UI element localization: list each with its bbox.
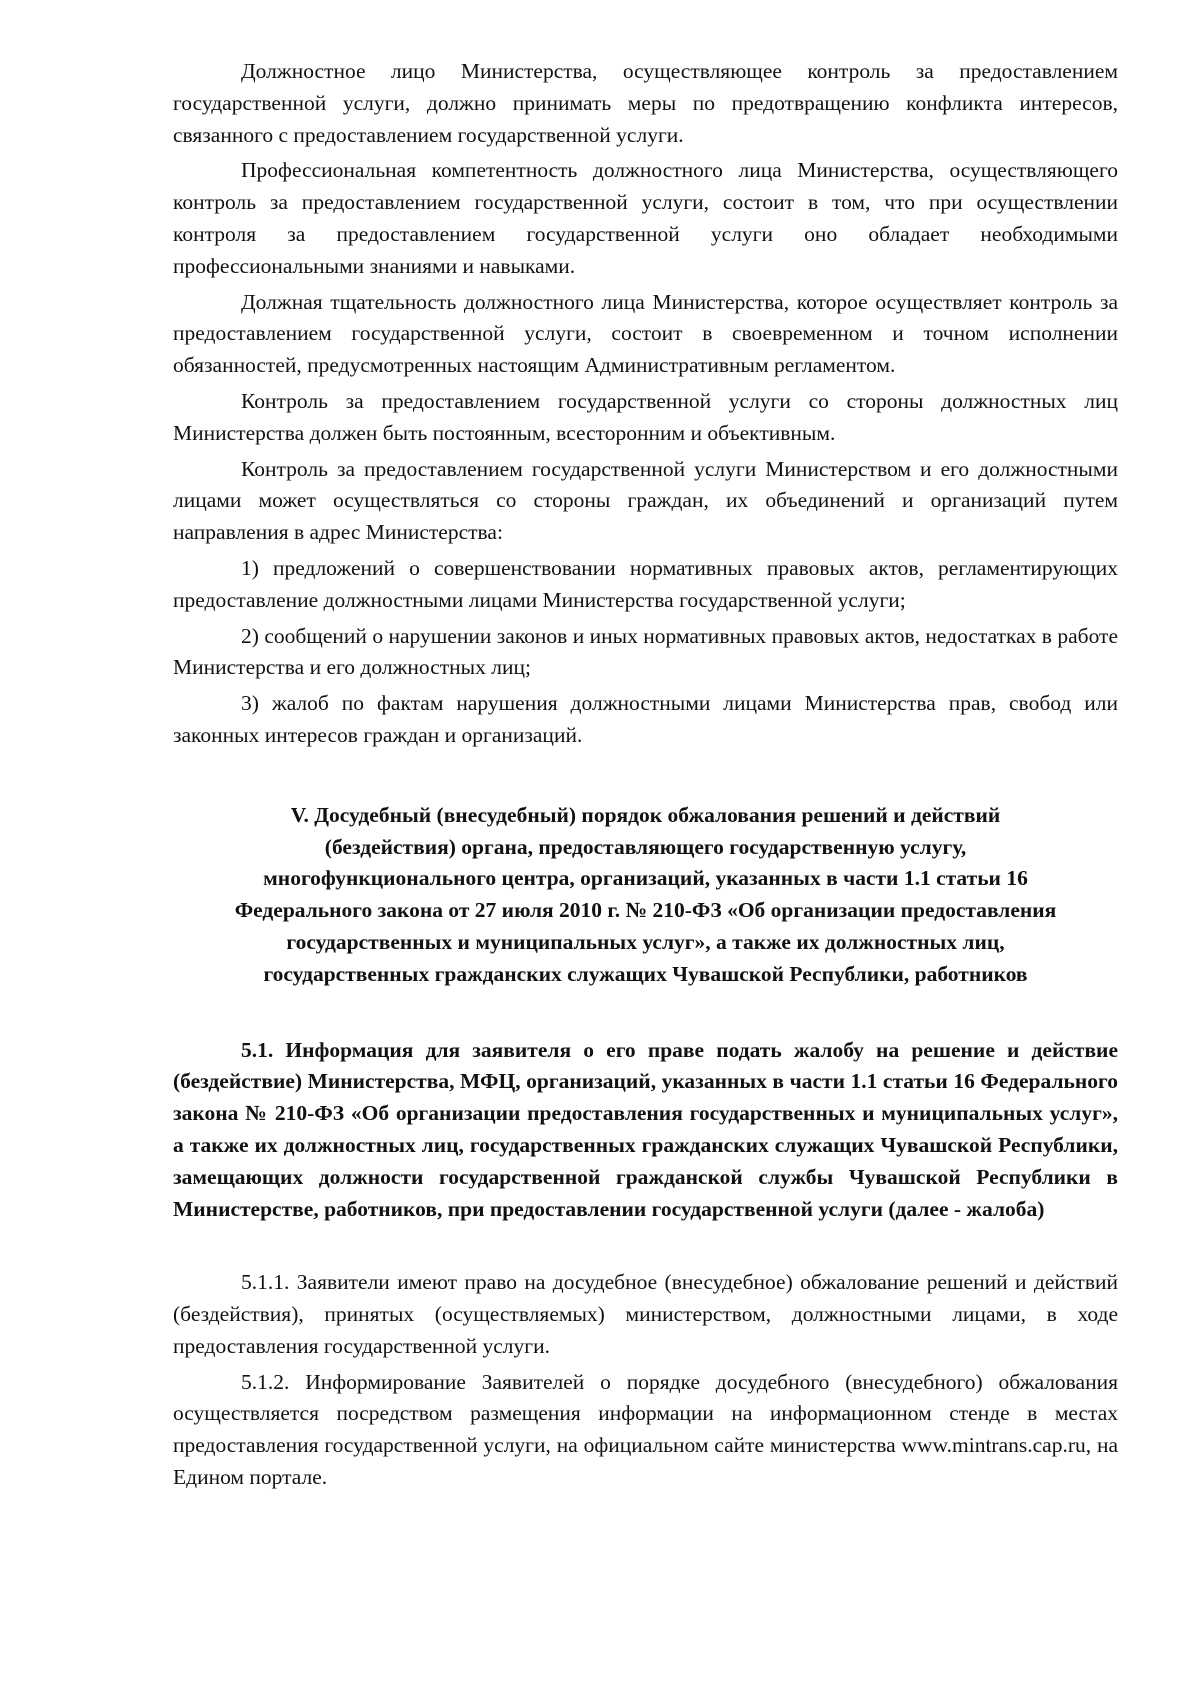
- paragraph-professional-competence: Профессиональная компетентность должностного лица Министерства, осуществляющего контроль за предоставлением государственной услуги, состоит в том, что при осуществлении контроля за предоставлением государственной услуги оно обладает необходимыми профессиональными знаниями и навыками.: [173, 158, 1118, 278]
- paragraph-conflict-of-interest: Должностное лицо Министерства, осуществляющее контроль за предоставлением государственной услуги, должно принимать меры по предотвращению конфликта интересов, связанного с предоставлением государственной услуги.: [173, 59, 1118, 147]
- list-item-reports: 2) сообщений о нарушении законов и иных нормативных правовых актов, недостатках в работе Министерства и его должностных лиц;: [173, 623, 1118, 680]
- section-heading-line: V. Досудебный (внесудебный) порядок обжалования решений и действий: [290, 802, 1001, 827]
- list-item-proposals: 1) предложений о совершенствовании нормативных правовых актов, регламентирующих предоставление должностными лицами Министерства государственной услуги;: [173, 555, 1118, 612]
- section-heading-line: государственных и муниципальных услуг», а также их должностных лиц,: [286, 929, 1005, 954]
- section-heading-line: Федерального закона от 27 июля 2010 г. № 210-ФЗ «Об организации предоставления: [234, 898, 1057, 923]
- section-heading-v: [173, 800, 1118, 991]
- paragraph-due-diligence: Должная тщательность должностного лица Министерства, которое осуществляет контроль за предоставлением государственной услуги, состоит в своевременном и точном исполнении обязанностей, предусмотренных настоящим Административным регламентом.: [173, 289, 1118, 378]
- subsection-heading-5-1: 5.1. Информация для заявителя о его праве подать жалобу на решение и действие (бездействие) Министерства, МФЦ, организаций, указанных в части 1.1 статьи 16 Федерального закона № 210-ФЗ «Об организации предоставления государственных и муниципальных услуг», а также их должностных лиц, государственных гражданских служащих Чувашской Республики, замещающих должности государственной гражданской службы Чувашской Республики в Министерстве, работников, при предоставлении государственной услуги (далее - жалоба): [173, 1037, 1118, 1221]
- section-heading-line: государственных гражданских служащих Чувашской Республики, работников: [263, 961, 1028, 986]
- paragraph-control-continuity: Контроль за предоставлением государственной услуги со стороны должностных лиц Министерства должен быть постоянным, всесторонним и объективным.: [173, 388, 1118, 445]
- paragraph-5-1-1: 5.1.1. Заявители имеют право на досудебное (внесудебное) обжалование решений и действий (бездействия), принятых (осуществляемых) министерством, должностными лицами, в ходе предоставления государственной услуги.: [173, 1270, 1118, 1358]
- paragraph-citizen-control: Контроль за предоставлением государственной услуги Министерством и его должностными лицами может осуществляться со стороны граждан, их объединений и организаций путем направления в адрес Министерства:: [173, 456, 1118, 545]
- section-heading-line: (бездействия) органа, предоставляющего государственную услугу,: [324, 834, 967, 859]
- paragraph-5-1-2: 5.1.2. Информирование Заявителей о порядке досудебного (внесудебного) обжалования осуществляется посредством размещения информации на информационном стенде в местах предоставления государственной услуги, на официальном сайте министерства www.mintrans.cap.ru, на Едином портале.: [173, 1369, 1118, 1490]
- spacer: [173, 1225, 1118, 1267]
- list-item-complaints: 3) жалоб по фактам нарушения должностными лицами Министерства прав, свобод или законных интересов граждан и организаций.: [173, 691, 1118, 747]
- section-heading-line: многофункционального центра, организаций, указанных в части 1.1 статьи 16: [263, 866, 1028, 891]
